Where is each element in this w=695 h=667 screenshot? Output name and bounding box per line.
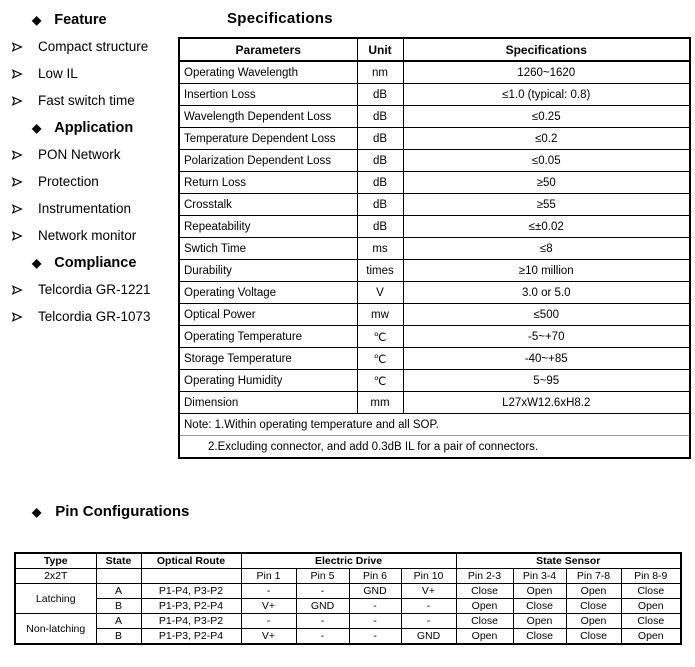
- list-item: [8, 222, 180, 249]
- table-header-row: [179, 38, 690, 61]
- arrowhead-bullet-icon: [11, 95, 23, 107]
- spec-value: ≥55: [403, 194, 690, 216]
- spec-parameter: Insertion Loss: [179, 84, 357, 106]
- arrowhead-bullet-icon: [11, 68, 23, 80]
- spec-parameter: Crosstalk: [179, 194, 357, 216]
- pin-value: Open: [566, 614, 621, 629]
- list-item-label: Low IL: [38, 66, 78, 81]
- table-row: [179, 194, 690, 216]
- spec-value: ≤0.05: [403, 150, 690, 172]
- spec-unit: dB: [357, 150, 403, 172]
- pin-group-type: Latching: [15, 584, 96, 614]
- pin-value: -: [296, 629, 349, 645]
- spec-parameter: Operating Voltage: [179, 282, 357, 304]
- list-item: [8, 303, 180, 330]
- spec-col-specifications: Specifications: [403, 38, 690, 61]
- arrowhead-bullet-icon: [11, 311, 23, 323]
- table-row: [179, 370, 690, 392]
- specifications-table-body: [179, 61, 690, 414]
- spec-unit: mw: [357, 304, 403, 326]
- specifications-table: [178, 37, 691, 459]
- spec-note-1: Note: 1.Within operating temperature and all SOP.: [179, 414, 690, 436]
- arrowhead-bullet-icon: [11, 41, 23, 53]
- list-item: [8, 87, 180, 114]
- spec-parameter: Repeatability: [179, 216, 357, 238]
- pin-col-electric-drive: Electric Drive: [241, 553, 456, 569]
- list-item: [8, 168, 180, 195]
- list-item-label: Telcordia GR-1221: [38, 282, 151, 297]
- specifications-title: Specifications: [227, 10, 333, 27]
- spec-value: ≤8: [403, 238, 690, 260]
- pin-label: Pin 1: [241, 569, 296, 584]
- list-item: [8, 195, 180, 222]
- spec-col-parameters: Parameters: [179, 38, 357, 61]
- table-row: [15, 614, 681, 629]
- list-item-label: Protection: [38, 174, 99, 189]
- pin-value: Close: [621, 614, 681, 629]
- spec-note-row: [179, 436, 690, 459]
- diamond-icon: ◆: [32, 120, 42, 135]
- pin-col-state: State: [96, 553, 141, 569]
- spec-unit: V: [357, 282, 403, 304]
- table-row: [15, 599, 681, 614]
- pin-value: -: [296, 584, 349, 599]
- arrowhead-bullet-icon: [11, 203, 23, 215]
- table-row: [179, 304, 690, 326]
- table-row: [179, 172, 690, 194]
- spec-note-row: [179, 414, 690, 436]
- spec-parameter: Optical Power: [179, 304, 357, 326]
- pin-label: Pin 3-4: [513, 569, 566, 584]
- pin-state: A: [96, 614, 141, 629]
- spec-unit: times: [357, 260, 403, 282]
- empty-cell: [96, 569, 141, 584]
- list-item-label: Telcordia GR-1073: [38, 309, 151, 324]
- pin-col-type: Type: [15, 553, 96, 569]
- pin-value: -: [241, 584, 296, 599]
- table-row: [179, 216, 690, 238]
- spec-parameter: Return Loss: [179, 172, 357, 194]
- spec-value: ≥10 million: [403, 260, 690, 282]
- pin-value: V+: [241, 599, 296, 614]
- pin-state: B: [96, 599, 141, 614]
- pin-value: -: [349, 599, 401, 614]
- pin-value: -: [349, 629, 401, 645]
- table-row: [179, 348, 690, 370]
- list-item-label: Instrumentation: [38, 201, 132, 216]
- section-heading: [8, 6, 180, 33]
- list-item: [8, 60, 180, 87]
- spec-value: L27xW12.6xH8.2: [403, 392, 690, 414]
- pin-optical-route: P1-P4, P3-P2: [141, 614, 241, 629]
- pin-value: GND: [349, 584, 401, 599]
- diamond-icon: ◆: [32, 255, 42, 270]
- pin-label: Pin 5: [296, 569, 349, 584]
- pin-value: GND: [296, 599, 349, 614]
- spec-col-unit: Unit: [357, 38, 403, 61]
- table-row: [179, 392, 690, 414]
- diamond-icon: ◆: [32, 504, 42, 519]
- list-item-label: PON Network: [38, 147, 121, 162]
- list-item-label: Network monitor: [38, 228, 137, 243]
- section-title: Application: [54, 119, 134, 136]
- pin-state: A: [96, 584, 141, 599]
- spec-parameter: Swtich Time: [179, 238, 357, 260]
- spec-parameter: Dimension: [179, 392, 357, 414]
- section-title: Feature: [54, 11, 107, 28]
- pin-label: Pin 10: [401, 569, 456, 584]
- pin-value: Close: [513, 599, 566, 614]
- pin-value: Close: [513, 629, 566, 645]
- pin-value: -: [296, 614, 349, 629]
- list-item-label: Compact structure: [38, 39, 149, 54]
- pin-col-optical-route: Optical Route: [141, 553, 241, 569]
- spec-unit: dB: [357, 84, 403, 106]
- section-heading: [8, 249, 180, 276]
- pin-configurations-title: Pin Configurations: [55, 503, 190, 520]
- spec-unit: dB: [357, 172, 403, 194]
- spec-parameter: Operating Humidity: [179, 370, 357, 392]
- pin-optical-route: P1-P3, P2-P4: [141, 599, 241, 614]
- pin-configurations-heading: [32, 503, 189, 520]
- table-row: [15, 629, 681, 645]
- arrowhead-bullet-icon: [11, 149, 23, 161]
- pin-subheader-row: [15, 569, 681, 584]
- pin-value: Open: [621, 629, 681, 645]
- pin-label: Pin 7-8: [566, 569, 621, 584]
- spec-parameter: Operating Wavelength: [179, 61, 357, 84]
- table-row: [179, 84, 690, 106]
- spec-parameter: Wavelength Dependent Loss: [179, 106, 357, 128]
- pin-col-state-sensor: State Sensor: [456, 553, 681, 569]
- section-title: Compliance: [54, 254, 137, 271]
- spec-parameter: Polarization Dependent Loss: [179, 150, 357, 172]
- pin-value: Close: [566, 629, 621, 645]
- pin-value: Close: [456, 584, 513, 599]
- spec-unit: mm: [357, 392, 403, 414]
- pin-value: Open: [456, 629, 513, 645]
- pin-type-value: 2x2T: [15, 569, 96, 584]
- pin-optical-route: P1-P3, P2-P4: [141, 629, 241, 645]
- pin-value: Close: [456, 614, 513, 629]
- pin-value: Open: [566, 584, 621, 599]
- table-row: [179, 326, 690, 348]
- pin-value: Open: [621, 599, 681, 614]
- pin-value: -: [401, 599, 456, 614]
- spec-unit: dB: [357, 106, 403, 128]
- table-row: [179, 61, 690, 84]
- pin-value: Open: [456, 599, 513, 614]
- spec-value: ≤0.25: [403, 106, 690, 128]
- pin-value: V+: [241, 629, 296, 645]
- list-item-label: Fast switch time: [38, 93, 135, 108]
- table-row: [15, 584, 681, 599]
- spec-note-2: 2.Excluding connector, and add 0.3dB IL for a pair of connectors.: [179, 436, 690, 459]
- pin-value: -: [241, 614, 296, 629]
- spec-value: ≥50: [403, 172, 690, 194]
- pin-value: Close: [566, 599, 621, 614]
- pin-value: -: [349, 614, 401, 629]
- list-item: [8, 276, 180, 303]
- spec-unit: ms: [357, 238, 403, 260]
- spec-unit: dB: [357, 128, 403, 150]
- table-row: [179, 282, 690, 304]
- spec-value: ≤1.0 (typical: 0.8): [403, 84, 690, 106]
- spec-value: ≤±0.02: [403, 216, 690, 238]
- list-item: [8, 141, 180, 168]
- pin-table-body: [15, 569, 681, 645]
- pin-state: B: [96, 629, 141, 645]
- spec-parameter: Operating Temperature: [179, 326, 357, 348]
- spec-unit: ℃: [357, 326, 403, 348]
- pin-label: Pin 2-3: [456, 569, 513, 584]
- pin-configurations-table: [14, 552, 682, 645]
- pin-value: V+: [401, 584, 456, 599]
- pin-group-type: Non-latching: [15, 614, 96, 645]
- spec-value: ≤500: [403, 304, 690, 326]
- spec-value: -5~+70: [403, 326, 690, 348]
- spec-unit: ℃: [357, 348, 403, 370]
- spec-unit: ℃: [357, 370, 403, 392]
- arrowhead-bullet-icon: [11, 176, 23, 188]
- sidebar: [8, 6, 180, 330]
- spec-value: 3.0 or 5.0: [403, 282, 690, 304]
- spec-parameter: Temperature Dependent Loss: [179, 128, 357, 150]
- spec-unit: dB: [357, 194, 403, 216]
- spec-parameter: Durability: [179, 260, 357, 282]
- table-row: [179, 150, 690, 172]
- pin-value: GND: [401, 629, 456, 645]
- arrowhead-bullet-icon: [11, 230, 23, 242]
- section-heading: [8, 114, 180, 141]
- pin-value: Close: [621, 584, 681, 599]
- empty-cell: [141, 569, 241, 584]
- diamond-icon: ◆: [32, 12, 42, 27]
- table-header-row: [15, 553, 681, 569]
- table-row: [179, 128, 690, 150]
- pin-value: Open: [513, 584, 566, 599]
- spec-value: ≤0.2: [403, 128, 690, 150]
- arrowhead-bullet-icon: [11, 284, 23, 296]
- pin-label: Pin 6: [349, 569, 401, 584]
- spec-unit: nm: [357, 61, 403, 84]
- spec-value: 5~95: [403, 370, 690, 392]
- list-item: [8, 33, 180, 60]
- table-row: [179, 238, 690, 260]
- pin-value: Open: [513, 614, 566, 629]
- pin-label: Pin 8-9: [621, 569, 681, 584]
- spec-value: -40~+85: [403, 348, 690, 370]
- table-row: [179, 260, 690, 282]
- spec-parameter: Storage Temperature: [179, 348, 357, 370]
- pin-optical-route: P1-P4, P3-P2: [141, 584, 241, 599]
- pin-value: -: [401, 614, 456, 629]
- spec-unit: dB: [357, 216, 403, 238]
- table-row: [179, 106, 690, 128]
- spec-value: 1260~1620: [403, 61, 690, 84]
